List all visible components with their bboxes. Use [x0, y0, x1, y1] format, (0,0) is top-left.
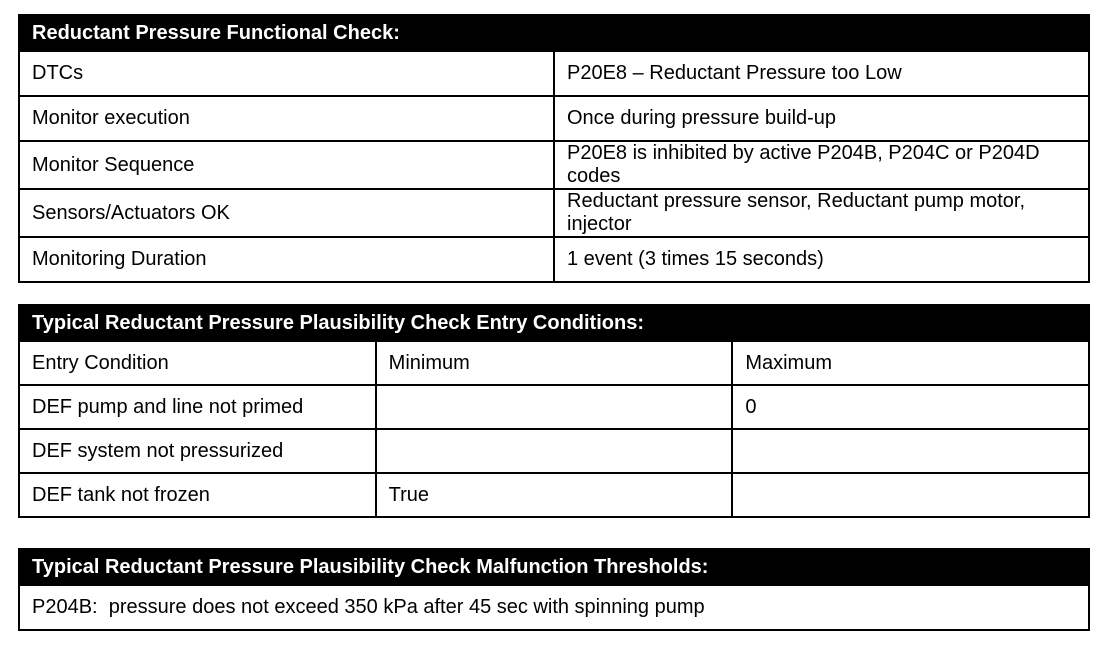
table-row [19, 585, 1089, 630]
column-header-entry-condition: Entry Condition [19, 341, 376, 385]
table-row [19, 51, 1089, 96]
cell-maximum-pump-not-primed: 0 [732, 385, 1089, 429]
row-value-monitoring-duration: 1 event (3 times 15 seconds) [554, 237, 1089, 282]
cell-condition-tank-not-frozen: DEF tank not frozen [19, 473, 376, 517]
table-title-functional-check: Reductant Pressure Functional Check: [19, 15, 1089, 51]
table-title-entry-conditions: Typical Reductant Pressure Plausibility Check Entry Conditions: [19, 305, 1089, 341]
row-value-monitor-sequence: P20E8 is inhibited by active P204B, P204C or P204D codes [554, 141, 1089, 189]
row-label-dtcs: DTCs [19, 51, 554, 96]
functional-check-table [18, 14, 1090, 283]
table-row [19, 96, 1089, 141]
table-row [19, 429, 1089, 473]
malfunction-thresholds-table [18, 548, 1090, 631]
cell-minimum-system-not-pressurized [376, 429, 733, 473]
row-label-monitoring-duration: Monitoring Duration [19, 237, 554, 282]
table-row [19, 473, 1089, 517]
row-value-dtcs: P20E8 – Reductant Pressure too Low [554, 51, 1089, 96]
cell-threshold-p204b: P204B: pressure does not exceed 350 kPa after 45 sec with spinning pump [19, 585, 1089, 630]
table-title-row [19, 15, 1089, 51]
table-row [19, 189, 1089, 237]
column-header-row [19, 341, 1089, 385]
row-label-monitor-execution: Monitor execution [19, 96, 554, 141]
table-row [19, 237, 1089, 282]
entry-conditions-table [18, 304, 1090, 518]
column-header-maximum: Maximum [732, 341, 1089, 385]
cell-maximum-system-not-pressurized [732, 429, 1089, 473]
cell-maximum-tank-not-frozen [732, 473, 1089, 517]
table-row [19, 385, 1089, 429]
table-title-row [19, 549, 1089, 585]
table-row [19, 141, 1089, 189]
row-value-monitor-execution: Once during pressure build-up [554, 96, 1089, 141]
cell-minimum-tank-not-frozen: True [376, 473, 733, 517]
table-title-row [19, 305, 1089, 341]
table-title-malfunction-thresholds: Typical Reductant Pressure Plausibility Check Malfunction Thresholds: [19, 549, 1089, 585]
column-header-minimum: Minimum [376, 341, 733, 385]
row-value-sensors-actuators: Reductant pressure sensor, Reductant pump motor, injector [554, 189, 1089, 237]
cell-condition-system-not-pressurized: DEF system not pressurized [19, 429, 376, 473]
cell-minimum-pump-not-primed [376, 385, 733, 429]
row-label-monitor-sequence: Monitor Sequence [19, 141, 554, 189]
cell-condition-pump-not-primed: DEF pump and line not primed [19, 385, 376, 429]
row-label-sensors-actuators: Sensors/Actuators OK [19, 189, 554, 237]
